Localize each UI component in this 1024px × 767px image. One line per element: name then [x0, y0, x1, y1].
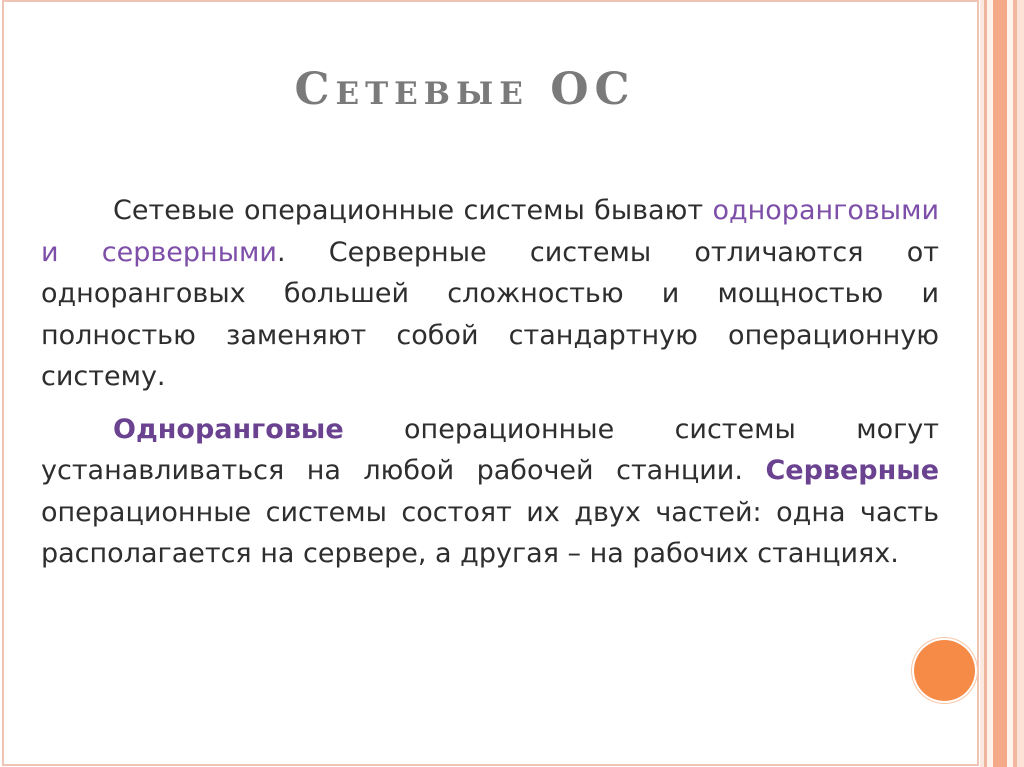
paragraph-1-text-a: Сетевые операционные системы бывают: [113, 195, 713, 226]
paragraph-1-text-b: . Серверные системы отличаются от одноранговых большей сложностью и мощностью и полностью заменяют собой стандартную операционную систему.: [41, 236, 939, 392]
stripe: [1017, 0, 1024, 767]
paragraph-2-text-b: операционные системы состоят их двух частей: одна часть располагается на сервере, а другая – на рабочих станциях.: [41, 496, 939, 569]
paragraph-1: [41, 190, 939, 398]
slide-body: [41, 190, 939, 575]
stripe: [993, 0, 1007, 767]
paragraph-2: [41, 409, 939, 575]
term-peer-to-peer: Одноранговые: [113, 413, 344, 445]
decorative-orange-circle: [914, 640, 975, 701]
highlight-peer-and-server: одноранговыми и серверными: [41, 195, 939, 268]
term-server: Серверные: [765, 455, 939, 486]
paragraph-2-text-a: операционные системы могут устанавливаться на любой рабочей станции.: [41, 413, 939, 486]
decorative-stripes: [980, 0, 1024, 767]
slide-title: Сетевые ОС: [294, 64, 636, 115]
